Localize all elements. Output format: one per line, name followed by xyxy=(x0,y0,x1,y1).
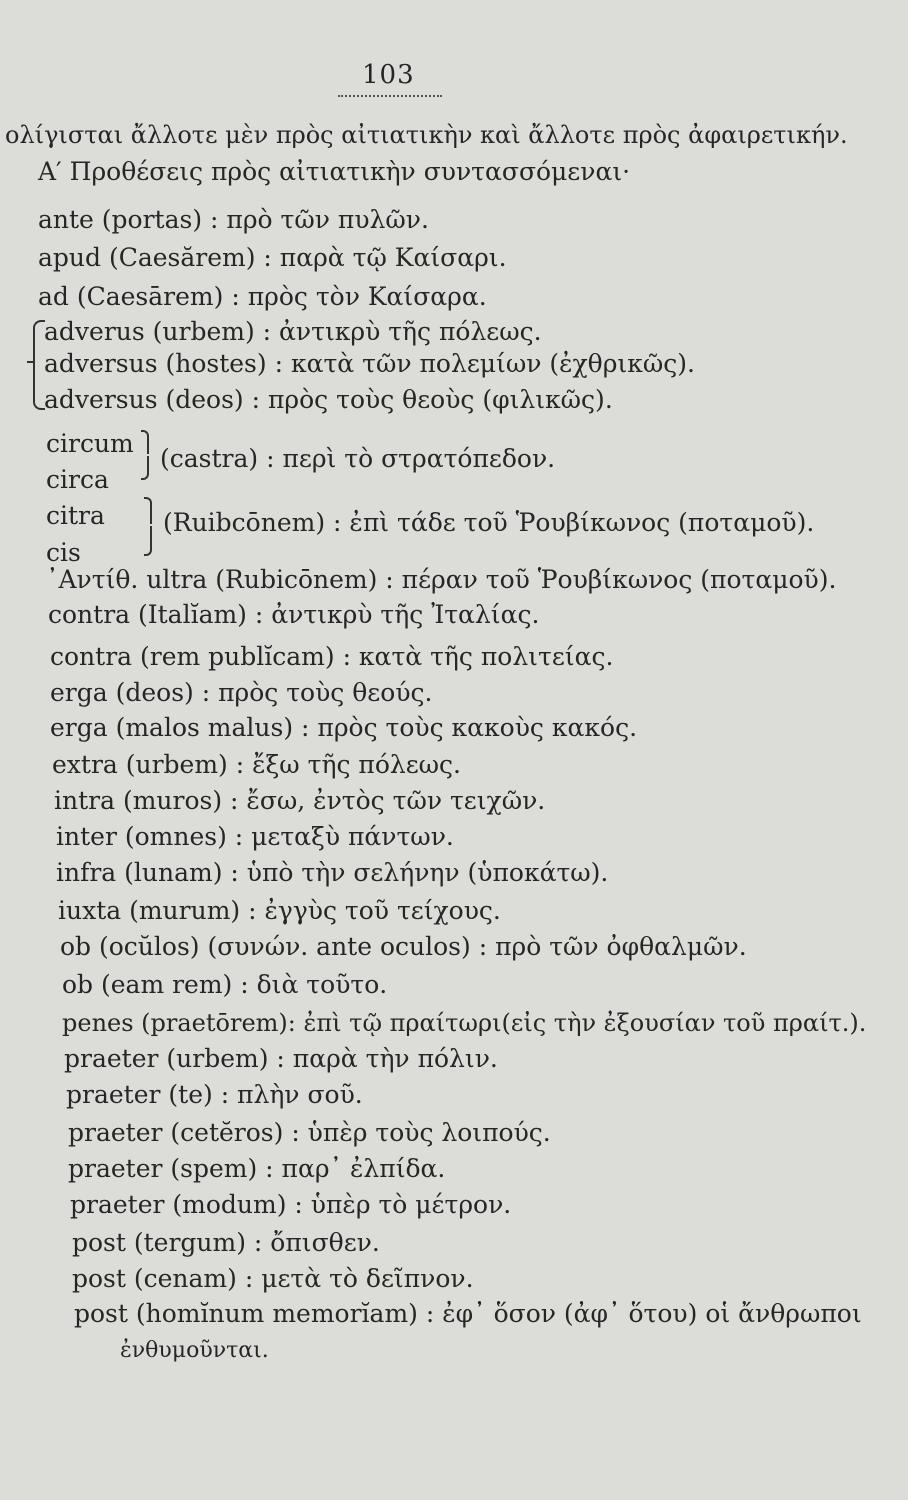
page-number-rule xyxy=(338,95,442,97)
text-line: ante (portas) : πρὸ τῶν πυλῶν. xyxy=(38,205,429,234)
group-brace-notch xyxy=(27,361,34,363)
text-line: iuxta (murum) : ἐγγὺς τοῦ τείχους. xyxy=(58,896,501,925)
text-line: post (homĭnum memorĭam) : ἐφ᾿ ὅσον (ἀφ᾿ ὅτου) οἱ ἄνθρωποι xyxy=(74,1299,862,1328)
text-line: ob (eam rem) : διὰ τοῦτο. xyxy=(62,970,388,999)
text-line: citra xyxy=(46,501,105,530)
text-line: praeter (spem) : παρ᾿ ἐλπίδα. xyxy=(68,1154,446,1183)
text-line: adverus (urbem) : ἀντικρὺ τῆς πόλεως. xyxy=(44,317,542,346)
text-line: circa xyxy=(46,465,109,494)
text-line: erga (malos malus) : πρὸς τοὺς κακοὺς κακός. xyxy=(50,713,638,742)
group-brace xyxy=(141,430,149,454)
text-line: praeter (te) : πλὴν σοῦ. xyxy=(66,1080,363,1109)
text-line: intra (muros) : ἔσω, ἐντὸς τῶν τειχῶν. xyxy=(54,786,546,815)
text-line: infra (lunam) : ὑπὸ τὴν σελήνην (ὑποκάτω). xyxy=(56,858,609,887)
text-line: inter (omnes) : μεταξὺ πάντων. xyxy=(56,822,454,851)
text-line: praeter (cetĕros) : ὑπὲρ τοὺς λοιπούς. xyxy=(68,1118,551,1147)
text-line: ad (Caesārem) : πρὸς τὸν Καίσαρα. xyxy=(38,282,487,311)
text-line: post (cenam) : μετὰ τὸ δεῖπνον. xyxy=(72,1264,474,1293)
text-line: penes (praetōrem): ἐπὶ τῷ πραίτωρι(εἰς τὴν ἐξουσίαν τοῦ πραίτ.). xyxy=(62,1009,867,1037)
text-line: praeter (modum) : ὑπὲρ τὸ μέτρον. xyxy=(70,1190,512,1219)
section-heading: Α′ Προθέσεις πρὸς αἰτιατικὴν συντασσόμεναι· xyxy=(38,157,631,186)
text-line: (castra) : περὶ τὸ στρατόπεδον. xyxy=(160,444,556,473)
text-line: circum xyxy=(46,429,134,458)
text-line: ολίγισται ἄλλοτε μὲν πρὸς αἰτιατικὴν καὶ ἄλλοτε πρὸς ἀφαιρετικήν. xyxy=(5,121,848,149)
page-number: 103 xyxy=(362,60,415,90)
text-line: apud (Caesărem) : παρὰ τῷ Καίσαρι. xyxy=(38,243,507,272)
text-line: ob (ocŭlos) (συνών. ante oculos) : πρὸ τῶν ὀφθαλμῶν. xyxy=(60,932,747,961)
text-line: cis xyxy=(46,538,81,567)
text-line: ᾿Αντίθ. ultra (Rubicōnem) : πέραν τοῦ Ῥουβίκωνος (ποταμοῦ). xyxy=(46,565,837,594)
text-line: extra (urbem) : ἔξω τῆς πόλεως. xyxy=(52,750,462,779)
text-line: ἐνθυμοῦνται. xyxy=(120,1338,269,1363)
group-brace xyxy=(144,497,152,524)
text-line: praeter (urbem) : παρὰ τὴν πόλιν. xyxy=(64,1044,498,1073)
text-line: adversus (deos) : πρὸς τοὺς θεοὺς (φιλικῶς). xyxy=(44,385,613,414)
text-line: post (tergum) : ὄπισθεν. xyxy=(72,1228,380,1257)
text-line: contra (rem publĭcam) : κατὰ τῆς πολιτείας. xyxy=(50,642,614,671)
text-line: adversus (hostes) : κατὰ τῶν πολεμίων (ἐχθρικῶς). xyxy=(44,349,695,378)
group-brace xyxy=(144,526,152,556)
text-line: erga (deos) : πρὸς τοὺς θεούς. xyxy=(50,678,433,707)
text-line: contra (Italĭam) : ἀντικρὺ τῆς Ἰταλίας. xyxy=(48,600,540,629)
group-brace xyxy=(141,456,149,480)
text-line: (Ruibcōnem) : ἐπὶ τάδε τοῦ Ῥουβίκωνος (ποταμοῦ). xyxy=(163,508,815,537)
